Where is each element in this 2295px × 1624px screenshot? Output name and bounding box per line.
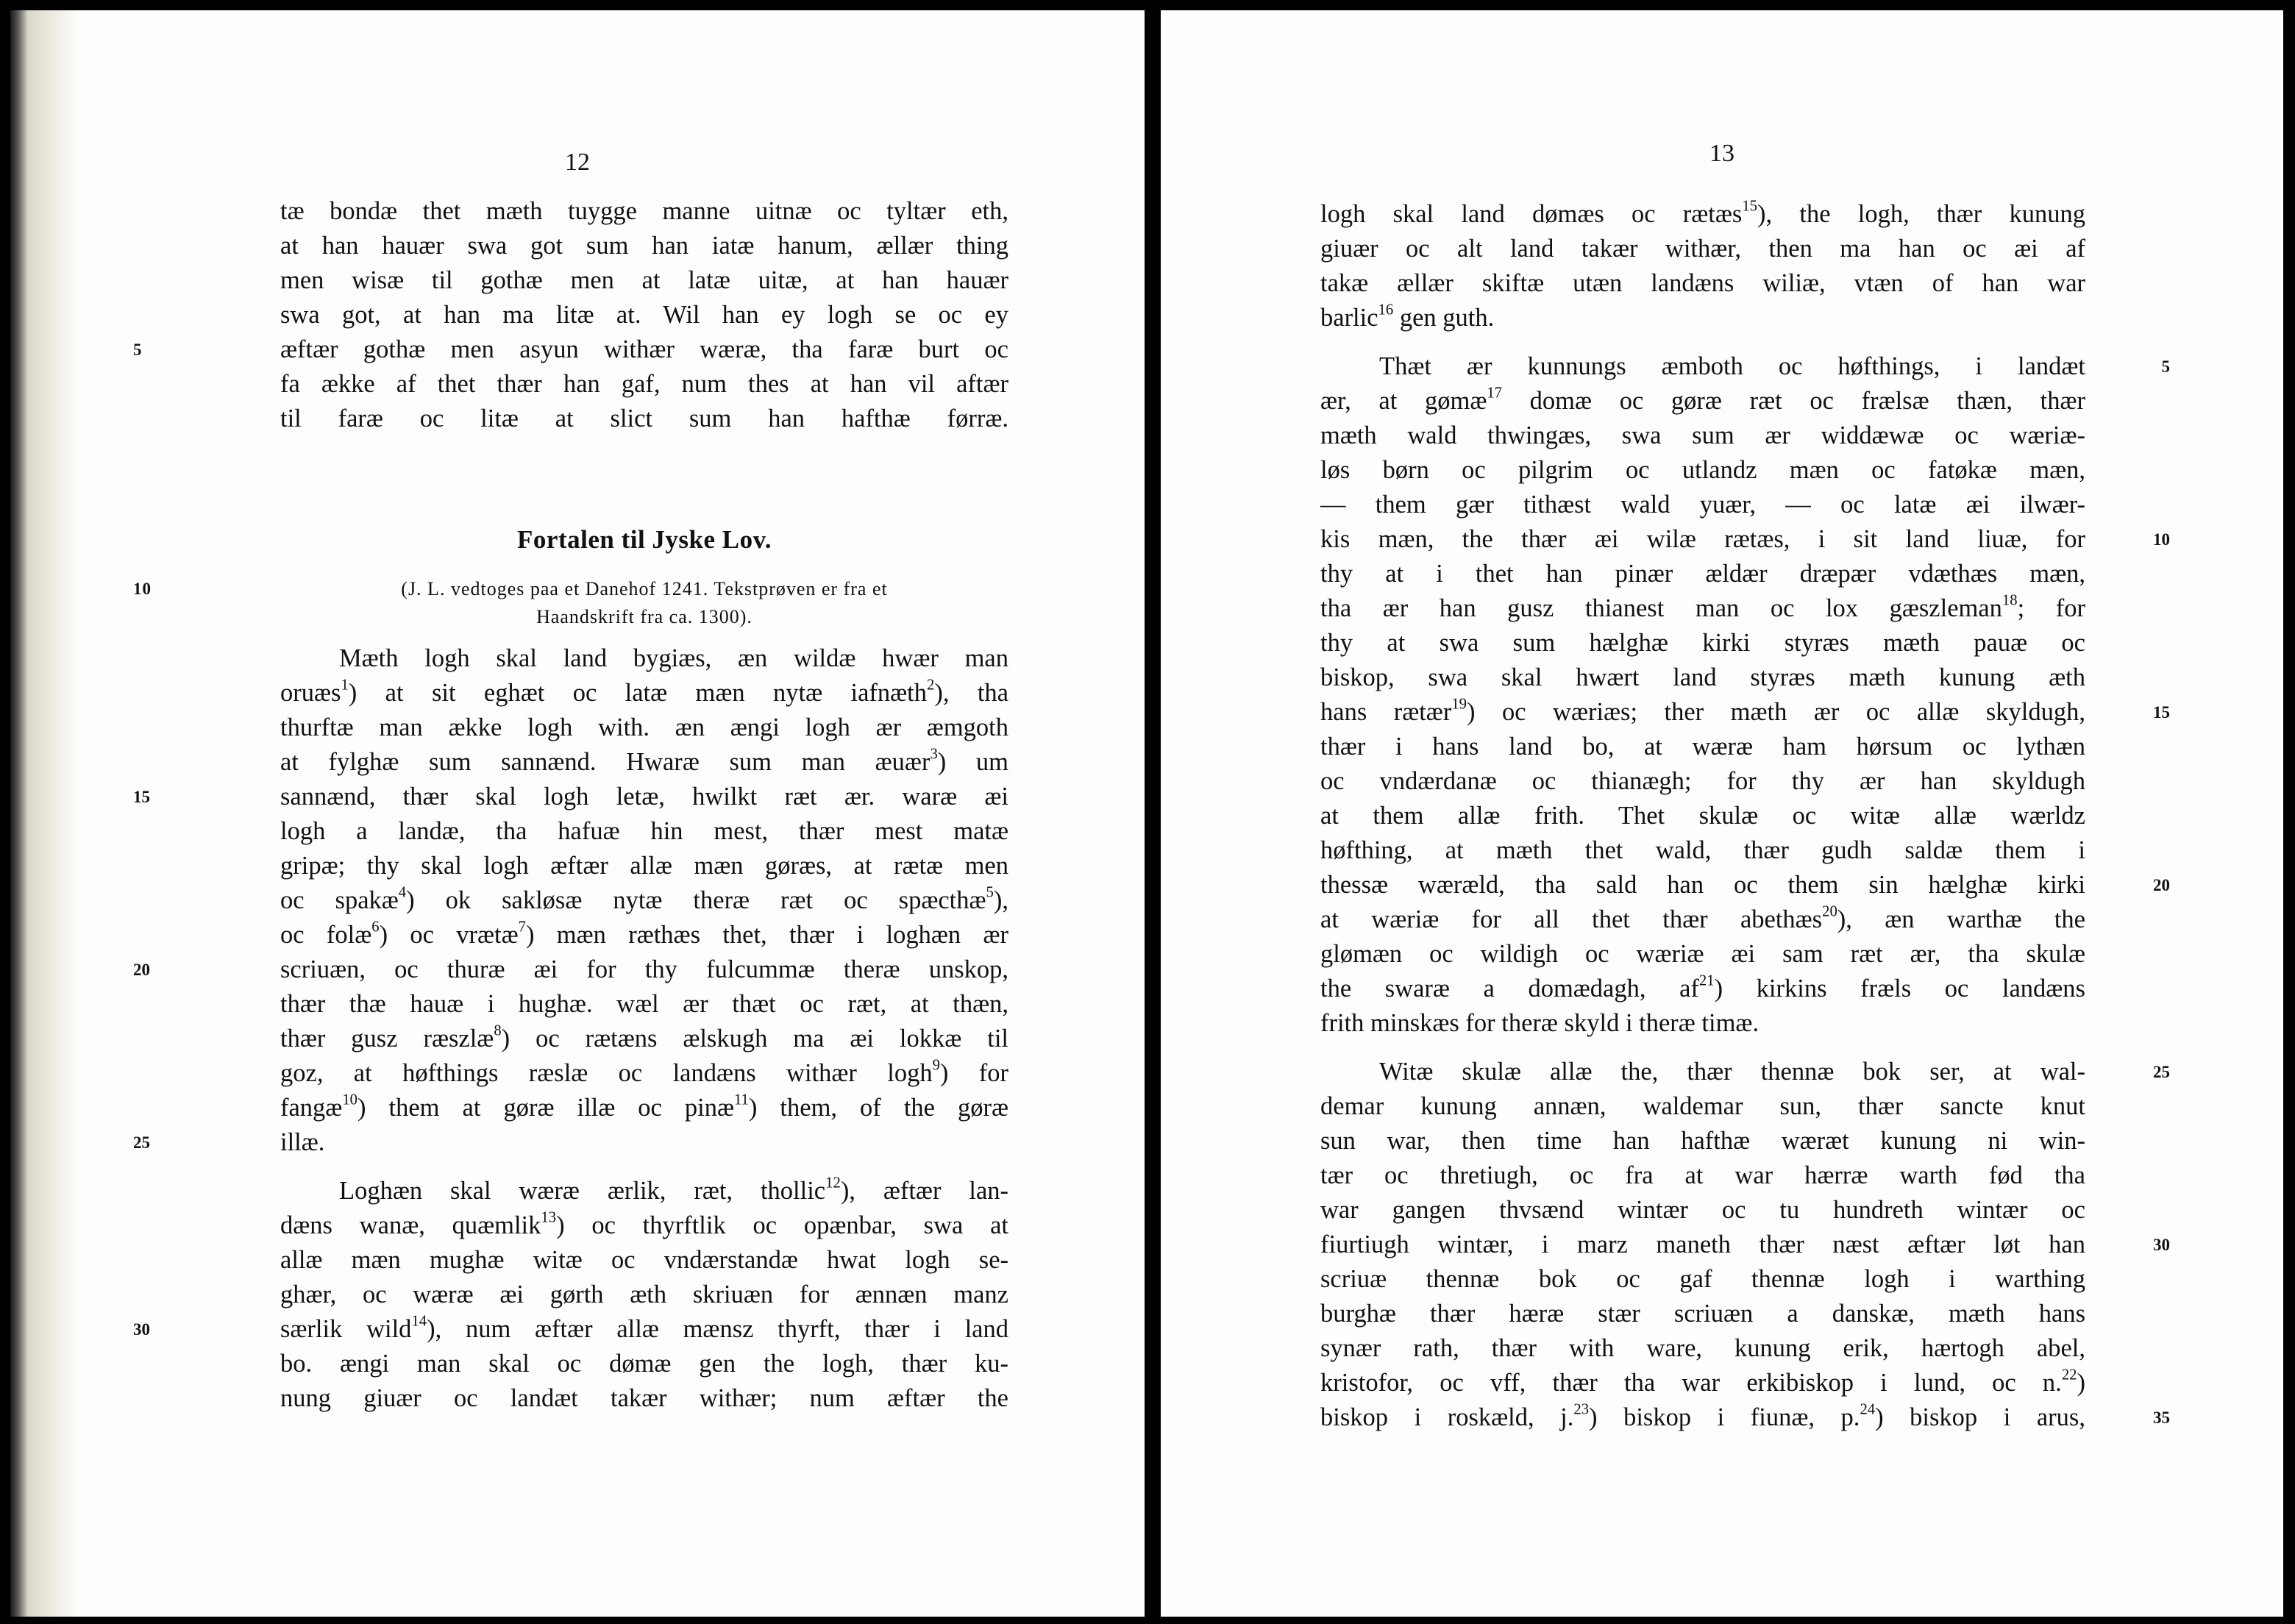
line-text: frith minskæs for theræ skyld i theræ timæ. (1320, 1009, 1760, 1037)
line-text: kristofor, oc vff, thær tha war erkibiskop i lund, oc n.$^{22}$) (1320, 1367, 2085, 1397)
line-text: demar kunung annæn, waldemar sun, thær sancte knut (1320, 1092, 2085, 1120)
text-line (280, 1022, 1008, 1056)
text-line (1320, 1055, 2170, 1089)
text-line (280, 1174, 1008, 1208)
line-text: bo. ængi man skal oc dømæ gen the logh, thær ku- (280, 1350, 1008, 1378)
line-text: swa got, at han ma litæ at. Wil han ey logh se oc ey (280, 301, 1008, 329)
line-text: ghær, oc wæræ æi gørth æth skriuæn for ænnæn manz (280, 1281, 1008, 1308)
line-number: 30 (133, 1320, 150, 1339)
line-text: thær i hans land bo, at wæræ ham hørsum oc lythæn (1320, 733, 2085, 761)
text-line (280, 367, 1008, 402)
line-text: kis mæn, the thær æi wilæ rætæs, i sit land liuæ, for (1320, 525, 2085, 553)
line-text: fiurtiugh wintær, i marz maneth thær næst æftær løt han (1320, 1231, 2085, 1258)
line-text: særlik wild$^{14}$), num æftær allæ mænsz thyrft, thær i land (280, 1313, 1008, 1343)
line-text: Thæt ær kunnungs æmboth oc høfthings, i landæt (1379, 352, 2085, 380)
line-number: 10 (2153, 530, 2170, 549)
text-line (1320, 660, 2085, 695)
text-line (1320, 902, 2085, 937)
text-block-main (133, 641, 1009, 1416)
line-text: scriuæn, oc thuræ æi for thy fulcummæ theræ unskop, (280, 955, 1008, 983)
line-text: thær gusz ræszlæ$^8$) oc rætæns ælskugh ma æi lokkæ til (280, 1022, 1008, 1053)
line-text: scriuæ thennæ bok oc gaf thennæ logh i warthing (1320, 1265, 2085, 1293)
line-number: 30 (2153, 1236, 2170, 1254)
paragraph-gap (280, 1160, 1008, 1174)
text-line (280, 1278, 1008, 1312)
text-line (280, 676, 1008, 710)
line-text: fangæ$^{10}$) them at gøræ illæ oc pinæ$^{11}$) them, of the gøræ (280, 1091, 1009, 1122)
text-line (1320, 453, 2085, 488)
line-text: løs børn oc pilgrim oc utlandz mæn oc fatøkæ mæn, (1320, 456, 2085, 484)
line-text: glømæn oc wildigh oc wæriæ æi sam ræt ær, tha skulæ (1320, 940, 2085, 968)
text-line (133, 952, 1008, 987)
text-line (1320, 591, 2085, 626)
text-line (1320, 833, 2085, 868)
text-line (1320, 1006, 2085, 1041)
book-gutter-shadow (10, 10, 78, 1617)
line-number: 25 (2153, 1063, 2170, 1081)
line-text: thurftæ man ække logh with. æn ængi logh ær æmgoth (280, 713, 1008, 741)
line-text: allæ mæn mughæ witæ oc vndærstandæ hwat logh se- (280, 1246, 1008, 1274)
line-text: tær oc thretiugh, oc fra at war hærræ warth fød tha (1320, 1161, 2085, 1189)
line-text: fa ække af thet thær han gaf, num thes at han vil aftær (280, 370, 1008, 398)
line-text: at fylghæ sum sannænd. Hwaræ sum man æuær$^3$) um (280, 746, 1008, 776)
line-text: synær rath, thær with ware, kunung erik, hærtogh abel, (1320, 1334, 2085, 1362)
paragraph-gap (1320, 335, 2085, 349)
line-text: oruæs$^1$) at sit eghæt oc latæ mæn nytæ iafnæth$^2$), tha (280, 677, 1008, 707)
line-text: at han hauær swa got sum han iatæ hanum, ællær thing (280, 232, 1008, 260)
text-line (1320, 1124, 2085, 1158)
line-text: thessæ wæræld, tha sald han oc them sin hælghæ kirki (1320, 871, 2085, 899)
line-text: Witæ skulæ allæ the, thær thennæ bok ser, at wal- (1379, 1058, 2085, 1086)
text-line (1320, 197, 2085, 232)
line-text: thy at i thet han pinær ældær dræpær vdæthæs mæn, (1320, 560, 2085, 588)
text-line (1320, 419, 2085, 453)
text-line (1320, 937, 2085, 972)
text-line (280, 641, 1008, 676)
line-text: logh skal land dømæs oc rætæs$^{15}$), the logh, thær kunung (1320, 198, 2085, 228)
line-text: oc folæ$^6$) oc vrætæ$^7$) mæn ræthæs thet, thær i loghæn ær (280, 919, 1009, 949)
text-line (1320, 349, 2170, 384)
text-line (280, 229, 1008, 263)
line-text: sannænd, thær skal logh letæ, hwilkt ræt ær. waræ æi (280, 783, 1008, 811)
text-line (280, 710, 1008, 745)
text-line (1320, 522, 2170, 557)
right-page (1161, 10, 2283, 1617)
text-line (280, 883, 1008, 918)
text-line (1320, 972, 2085, 1006)
line-number: 10 (133, 580, 152, 598)
line-text: giuær oc alt land takær withær, then ma han oc æi af (1320, 235, 2085, 263)
text-block-top (133, 194, 1008, 436)
text-line (280, 1056, 1008, 1091)
text-line (1320, 232, 2085, 266)
text-line (280, 1243, 1008, 1278)
text-line (280, 814, 1008, 849)
text-line (1320, 1158, 2085, 1193)
text-block-main (1320, 197, 2170, 1435)
line-number: 35 (2153, 1408, 2170, 1427)
text-line (133, 1125, 1008, 1160)
text-line (1320, 1089, 2085, 1124)
line-text: nung giuær oc landæt takær withær; num æftær the (280, 1384, 1008, 1412)
line-text: at wæriæ for all thet thær abethæs$^{20}$), æn warthæ the (1320, 903, 2085, 933)
text-line (280, 1381, 1008, 1416)
line-text: Mæth logh skal land bygiæs, æn wildæ hwær man (339, 644, 1008, 672)
line-text: tæ bondæ thet mæth tuygge manne uitnæ oc tyltær eth, (280, 197, 1008, 225)
text-line (1320, 1366, 2085, 1400)
subnote-line-1 (133, 575, 1008, 603)
text-line (1320, 1193, 2085, 1228)
text-line (1320, 730, 2085, 764)
line-text: til faræ oc litæ at slict sum han hafthæ førræ. (280, 405, 1008, 432)
text-line (1320, 868, 2170, 902)
line-text: goz, at høfthings ræslæ oc landæns withær logh$^9$) for (280, 1057, 1009, 1087)
line-text: burghæ thær hæræ stær scriuæn a danskæ, mæth hans (1320, 1300, 2085, 1328)
line-text: oc spakæ$^4$) ok sakløsæ nytæ theræ ræt oc spæcthæ$^5$), (280, 884, 1008, 914)
text-line (1320, 488, 2085, 522)
text-line (280, 1091, 1008, 1125)
line-number: 5 (133, 341, 142, 359)
line-number: 20 (2153, 876, 2170, 894)
section-subnote (133, 575, 1008, 631)
text-line (280, 298, 1008, 332)
page-number: 12 (565, 149, 590, 176)
line-text: biskop i roskæld, j.$^{23}$) biskop i fiunæ, p.$^{24}$) biskop i arus, (1320, 1401, 2085, 1431)
line-text: gripæ; thy skal logh æftær allæ mæn gøræs, at rætæ men (280, 852, 1008, 880)
line-text: ær, at gømæ$^{17}$ domæ oc gøræ ræt oc frælsæ thæn, thær (1320, 385, 2085, 415)
line-text: æftær gothæ men asyun withær wæræ, tha faræ burt oc (280, 335, 1008, 363)
text-line (1320, 1228, 2170, 1262)
section-heading: Fortalen til Jyske Lov. (517, 525, 772, 554)
line-text: at them allæ frith. Thet skulæ oc witæ allæ wærldz (1320, 802, 2085, 830)
line-number: 25 (133, 1133, 150, 1152)
page-number: 13 (1709, 140, 1734, 167)
subnote-line-2: Haandskrift fra ca. 1300). (536, 606, 752, 627)
text-line (280, 918, 1008, 952)
line-text: dæns wanæ, quæmlik$^{13}$) oc thyrftlik oc opænbar, swa at (280, 1209, 1008, 1239)
line-text: war gangen thvsænd wintær oc tu hundreth wintær oc (1320, 1196, 2085, 1224)
text-line (1320, 266, 2085, 301)
text-line (1320, 1262, 2085, 1297)
line-number: 15 (2153, 703, 2170, 722)
line-text: — them gær tithæst wald yuær, — oc latæ æi ilwær- (1320, 491, 2085, 519)
text-line (1320, 384, 2085, 419)
text-line (1320, 1331, 2085, 1366)
line-number: 20 (133, 961, 150, 979)
text-line (280, 194, 1008, 229)
line-text: sun war, then time han hafthæ wæræt kunung ni win- (1320, 1127, 2085, 1155)
line-text: barlic$^{16}$ gen guth. (1320, 302, 1495, 332)
text-line (280, 1347, 1008, 1381)
line-text: mæth wald thwingæs, swa sum ær widdæwæ oc wæriæ- (1320, 421, 2085, 449)
text-line (1320, 626, 2085, 660)
text-line (133, 332, 1008, 367)
text-line (280, 849, 1008, 883)
line-text: the swaræ a domædagh, $af^{21}$) kirkins fræls oc landæns (1320, 972, 2085, 1002)
line-text: men wisæ til gothæ men at latæ uitæ, at han hauær (280, 266, 1008, 294)
line-number: 5 (2161, 357, 2170, 376)
text-line (280, 745, 1008, 780)
text-line (1320, 1297, 2085, 1331)
line-text: takæ ællær skiftæ utæn landæns wiliæ, vtæn of han war (1320, 269, 2085, 297)
text-line (280, 263, 1008, 298)
line-text: høfthing, at mæth thet wald, thær gudh saldæ them i (1320, 836, 2085, 864)
line-text: illæ. (280, 1128, 325, 1156)
text-line (133, 1312, 1008, 1347)
text-line (1320, 557, 2085, 591)
text-line (280, 1208, 1008, 1243)
left-page (10, 10, 1145, 1617)
text-line (1320, 301, 2085, 335)
line-text: oc vndærdanæ oc thianægh; for thy ær han skyldugh (1320, 767, 2085, 795)
text-line (280, 402, 1008, 436)
text-line (1320, 695, 2170, 730)
line-text: hans rætær$^{19}$) oc wæriæs; ther mæth ær oc allæ skyldugh, (1320, 696, 2085, 726)
paragraph-gap (1320, 1041, 2085, 1055)
line-text: thær thæ hauæ i hughæ. wæl ær thæt oc ræt, at thæn, (280, 990, 1008, 1018)
text-line (1320, 764, 2085, 799)
line-text: thy at swa sum hælghæ kirki styræs mæth pauæ oc (1320, 629, 2085, 657)
text-line (1320, 799, 2085, 833)
line-text: Loghæn skal wæræ ærlik, ræt, thollic$^{12}$), æftær lan- (339, 1175, 1008, 1205)
text-line (133, 780, 1008, 814)
line-text: biskop, swa skal hwært land styræs mæth kunung æth (1320, 663, 2085, 691)
text-line (280, 987, 1008, 1022)
text-line (1320, 1400, 2170, 1435)
line-text: tha ær han gusz thianest man oc lox gæszleman$^{18}$; for (1320, 592, 2085, 622)
subnote-text-1: (J. L. vedtoges paa et Danehof 1241. Tekstprøven er fra et (401, 578, 888, 599)
line-number: 15 (133, 788, 150, 806)
line-text: logh a landæ, tha hafuæ hin mest, thær mest matæ (280, 817, 1008, 845)
